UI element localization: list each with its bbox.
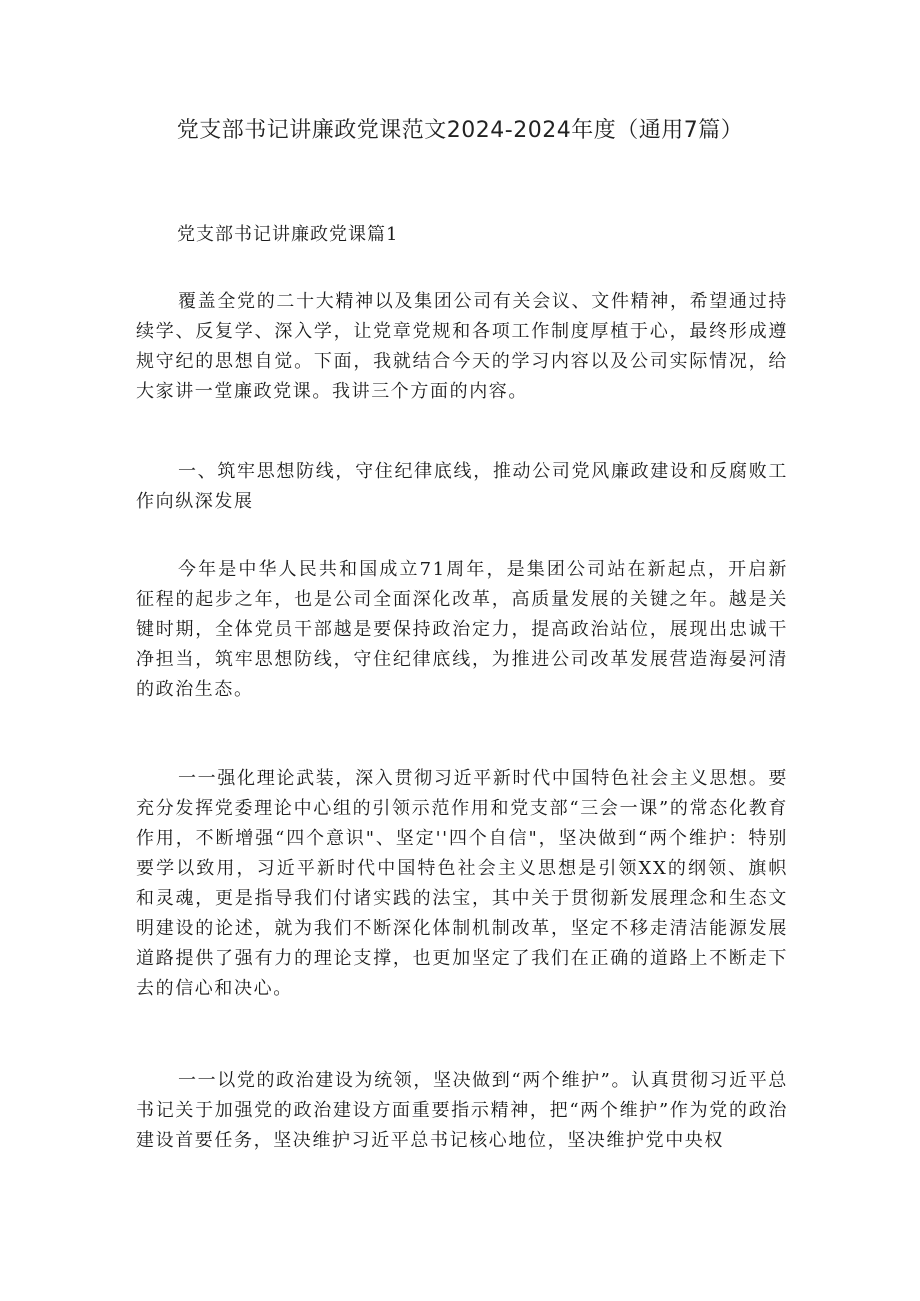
document-title: 党支部书记讲廉政党课范文2024-2024年度（通用7篇） bbox=[176, 118, 744, 143]
paragraph-political-building: 一一以党的政治建设为统领，坚决做到“两个维护”。认真贯彻习近平总书记关于加强党的政治建设方面重要指示精神，把“两个维护”作为党的政治建设首要任务，坚决维护习近平总书记核心地位，坚决维护党中央权 bbox=[136, 1070, 788, 1151]
paragraph-heading-one: 一、筑牢思想防线，守住纪律底线，推动公司党风廉政建设和反腐败工作向纵深发展 bbox=[136, 461, 788, 512]
paragraph-theory: 一一强化理论武装，深入贯彻习近平新时代中国特色社会主义思想。要充分发挥党委理论中心组的引领示范作用和党支部“三会一课”的常态化教育作用，不断增强“四个意识"、坚定''四个自信"，坚决做到“两个维护：特别要学以致用，习近平新时代中国特色社会主义思想是引领XX的纲领、旗帜和灵魂，更是指导我们付诸实践的法宝，其中关于贯彻新发展理念和生态文明建设的论述，就为我们不断深化体制机制改革，坚定不移走清洁能源发展道路提供了强有力的理论支撑，也更加坚定了我们在正确的道路上不断走下去的信心和决心。 bbox=[136, 768, 788, 999]
section-heading: 党支部书记讲廉政党课篇1 bbox=[177, 224, 399, 245]
paragraph-anniversary: 今年是中华人民共和国成立71周年，是集团公司站在新起点，开启新征程的起步之年，也是公司全面深化改革，高质量发展的关键之年。越是关键时期，全体党员干部越是要保持政治定力，提高政治站位，展现出忠诚干净担当，筑牢思想防线，守住纪律底线，为推进公司改革发展营造海晏河清的政治生态。 bbox=[136, 559, 788, 700]
paragraph-intro: 覆盖全党的二十大精神以及集团公司有关会议、文件精神，希望通过持续学、反复学、深入学，让党章党规和各项工作制度厚植于心，最终形成遵规守纪的思想自觉。下面，我就结合今天的学习内容以及公司实际情况，给大家讲一堂廉政党课。我讲三个方面的内容。 bbox=[136, 291, 788, 402]
